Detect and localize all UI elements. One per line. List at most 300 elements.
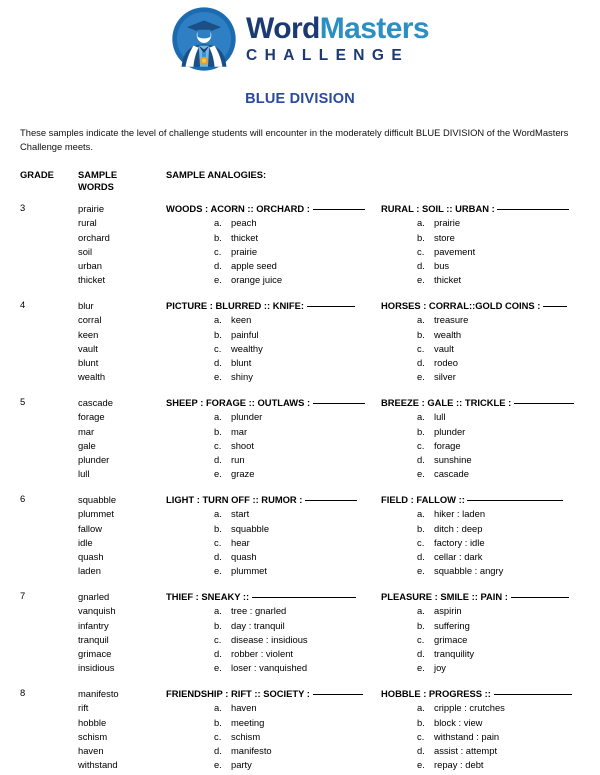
choice-letter: e. bbox=[214, 759, 222, 771]
sample-word: squabble bbox=[78, 494, 117, 506]
sample-word: urban bbox=[78, 260, 102, 272]
answer-blank[interactable] bbox=[313, 209, 365, 210]
division-title: BLUE DIVISION bbox=[245, 91, 355, 107]
choice-option[interactable] bbox=[417, 410, 574, 424]
choice-letter: a. bbox=[417, 702, 425, 714]
choice-letter: d. bbox=[214, 745, 222, 757]
choice-letter: d. bbox=[214, 551, 222, 563]
column-header-sample-words-line1: SAMPLE bbox=[78, 169, 118, 181]
analogy-stem bbox=[166, 687, 363, 701]
choice-text: orange juice bbox=[231, 274, 283, 286]
choice-option[interactable] bbox=[214, 342, 355, 356]
choice-text: joy bbox=[434, 662, 446, 674]
choice-text: plunder bbox=[434, 425, 466, 437]
choice-option[interactable] bbox=[214, 216, 365, 230]
sample-word: orchard bbox=[78, 231, 110, 243]
choice-option[interactable] bbox=[214, 313, 355, 327]
sample-words-list bbox=[78, 396, 113, 481]
choice-letter: e. bbox=[214, 662, 222, 674]
analogy-stem bbox=[381, 396, 574, 410]
choice-text: keen bbox=[231, 314, 252, 326]
choice-option[interactable] bbox=[417, 536, 563, 550]
choice-letter: b. bbox=[417, 619, 425, 631]
choice-option[interactable] bbox=[417, 259, 569, 273]
choice-letter: b. bbox=[417, 231, 425, 243]
choice-letter: d. bbox=[417, 648, 425, 660]
choice-option[interactable] bbox=[417, 647, 569, 661]
choice-text: suffering bbox=[434, 619, 470, 631]
sample-word: blunt bbox=[78, 357, 99, 369]
choice-option[interactable] bbox=[417, 453, 574, 467]
choice-text: schism bbox=[231, 730, 261, 742]
analogy-stem bbox=[381, 590, 569, 604]
choice-list bbox=[166, 701, 363, 772]
choice-letter: d. bbox=[417, 745, 425, 757]
choice-letter: c. bbox=[417, 245, 425, 257]
sample-words-list bbox=[78, 590, 116, 675]
choice-text: squabble : angry bbox=[434, 565, 504, 577]
sample-word: quash bbox=[78, 551, 104, 563]
choice-letter: d. bbox=[214, 454, 222, 466]
analogy-stem bbox=[381, 687, 572, 701]
grade-row bbox=[0, 299, 600, 396]
choice-option[interactable] bbox=[417, 313, 567, 327]
choice-text: painful bbox=[231, 328, 259, 340]
choice-text: shoot bbox=[231, 439, 254, 451]
choice-text: prairie bbox=[231, 245, 258, 257]
choice-letter: c. bbox=[214, 342, 222, 354]
choice-option[interactable] bbox=[417, 564, 563, 578]
grade-number: 5 bbox=[20, 396, 26, 408]
choice-option[interactable] bbox=[417, 633, 569, 647]
sample-word: forage bbox=[78, 411, 105, 423]
choice-text: robber : violent bbox=[231, 648, 294, 660]
analogy-stem-text: SHEEP : FORAGE :: OUTLAWS : bbox=[166, 397, 313, 409]
choice-text: hiker : laden bbox=[434, 508, 486, 520]
choice-letter: e. bbox=[214, 274, 222, 286]
choice-option[interactable] bbox=[214, 273, 365, 287]
choice-text: bus bbox=[434, 260, 450, 272]
grade-number: 8 bbox=[20, 687, 26, 699]
choice-option[interactable] bbox=[214, 259, 365, 273]
sample-word: infantry bbox=[78, 619, 109, 631]
choice-list bbox=[166, 313, 355, 384]
choice-letter: d. bbox=[417, 551, 425, 563]
sample-word: keen bbox=[78, 328, 99, 340]
choice-text: thicket bbox=[231, 231, 259, 243]
grade-number: 3 bbox=[20, 202, 26, 214]
choice-option[interactable] bbox=[417, 231, 569, 245]
choice-text: quash bbox=[231, 551, 257, 563]
analogy-item-left bbox=[166, 299, 355, 384]
answer-blank[interactable] bbox=[305, 500, 357, 501]
choice-text: cellar : dark bbox=[434, 551, 483, 563]
choice-letter: e. bbox=[214, 468, 222, 480]
column-headers bbox=[0, 169, 600, 195]
choice-letter: d. bbox=[214, 357, 222, 369]
choice-text: thicket bbox=[434, 274, 462, 286]
choice-option[interactable] bbox=[417, 216, 569, 230]
choice-letter: e. bbox=[417, 759, 425, 771]
grade-row bbox=[0, 493, 600, 590]
choice-text: blunt bbox=[231, 357, 252, 369]
choice-list bbox=[166, 604, 356, 675]
choice-list bbox=[381, 701, 572, 772]
choice-letter: d. bbox=[417, 357, 425, 369]
choice-letter: e. bbox=[417, 371, 425, 383]
choice-option[interactable] bbox=[417, 439, 574, 453]
choice-text: assist : attempt bbox=[434, 745, 498, 757]
answer-blank[interactable] bbox=[313, 694, 363, 695]
choice-text: run bbox=[231, 454, 245, 466]
analogy-stem-text: WOODS : ACORN :: ORCHARD : bbox=[166, 203, 313, 215]
choice-list bbox=[381, 604, 569, 675]
choice-letter: b. bbox=[214, 716, 222, 728]
choice-option[interactable] bbox=[417, 245, 569, 259]
choice-letter: e. bbox=[214, 565, 222, 577]
analogy-stem bbox=[381, 202, 569, 216]
choice-text: disease : insidious bbox=[231, 633, 308, 645]
choice-option[interactable] bbox=[214, 619, 356, 633]
choice-option[interactable] bbox=[417, 356, 567, 370]
grade-row bbox=[0, 202, 600, 299]
choice-option[interactable] bbox=[214, 328, 355, 342]
choice-text: withstand : pain bbox=[434, 730, 500, 742]
choice-option[interactable] bbox=[417, 604, 569, 618]
choice-text: loser : vanquished bbox=[231, 662, 308, 674]
choice-option[interactable] bbox=[214, 744, 363, 758]
grade-number: 7 bbox=[20, 590, 26, 602]
sample-word: rift bbox=[78, 702, 89, 714]
choice-letter: c. bbox=[214, 730, 222, 742]
choice-letter: c. bbox=[214, 633, 222, 645]
choice-letter: b. bbox=[417, 425, 425, 437]
analogy-stem bbox=[166, 202, 365, 216]
column-header-sample-words bbox=[78, 169, 117, 193]
choice-letter: e. bbox=[214, 371, 222, 383]
sample-word: grimace bbox=[78, 648, 112, 660]
choice-list bbox=[381, 216, 569, 287]
choice-text: apple seed bbox=[231, 260, 277, 272]
choice-text: squabble bbox=[231, 522, 270, 534]
choice-text: peach bbox=[231, 217, 257, 229]
choice-option[interactable] bbox=[214, 439, 365, 453]
choice-text: factory : idle bbox=[434, 536, 485, 548]
sample-word: thicket bbox=[78, 274, 106, 286]
choice-option[interactable] bbox=[417, 342, 567, 356]
choice-option[interactable] bbox=[417, 716, 572, 730]
sample-word: plunder bbox=[78, 454, 110, 466]
analogy-stem bbox=[381, 299, 567, 313]
sample-word: hobble bbox=[78, 716, 107, 728]
sample-words-list bbox=[78, 299, 105, 384]
choice-text: party bbox=[231, 759, 252, 771]
choice-option[interactable] bbox=[417, 744, 572, 758]
grade-rows bbox=[0, 202, 600, 775]
choice-letter: b. bbox=[417, 716, 425, 728]
sample-words-list bbox=[78, 202, 110, 287]
analogy-stem-text: HORSES : CORRAL::GOLD COINS : bbox=[381, 300, 543, 312]
analogy-item-right bbox=[381, 493, 563, 578]
choice-letter: d. bbox=[417, 260, 425, 272]
choice-letter: c. bbox=[417, 633, 425, 645]
choice-option[interactable] bbox=[417, 661, 569, 675]
analogy-item-right bbox=[381, 687, 572, 772]
grade-row bbox=[0, 590, 600, 687]
choice-list bbox=[381, 313, 567, 384]
choice-letter: a. bbox=[417, 605, 425, 617]
answer-blank[interactable] bbox=[511, 597, 569, 598]
choice-letter: c. bbox=[214, 245, 222, 257]
sample-word: vault bbox=[78, 342, 98, 354]
grade-number: 6 bbox=[20, 493, 26, 505]
choice-letter: a. bbox=[214, 314, 222, 326]
choice-text: tree : gnarled bbox=[231, 605, 287, 617]
analogy-stem-text: FRIENDSHIP : RIFT :: SOCIETY : bbox=[166, 688, 313, 700]
analogy-stem-text: LIGHT : TURN OFF :: RUMOR : bbox=[166, 494, 306, 506]
choice-option[interactable] bbox=[214, 410, 365, 424]
choice-text: pavement bbox=[434, 245, 476, 257]
choice-text: prairie bbox=[434, 217, 461, 229]
wordmark bbox=[246, 14, 429, 64]
choice-letter: b. bbox=[214, 328, 222, 340]
choice-option[interactable] bbox=[417, 701, 572, 715]
choice-letter: a. bbox=[417, 411, 425, 423]
analogy-item-right bbox=[381, 590, 569, 675]
choice-option[interactable] bbox=[214, 564, 357, 578]
choice-option[interactable] bbox=[214, 604, 356, 618]
sample-word: blur bbox=[78, 300, 94, 312]
sample-word: plummet bbox=[78, 508, 114, 520]
choice-option[interactable] bbox=[214, 370, 355, 384]
choice-letter: a. bbox=[417, 217, 425, 229]
choice-option[interactable] bbox=[417, 467, 574, 481]
analogy-item-left bbox=[166, 493, 357, 578]
choice-text: hear bbox=[231, 536, 250, 548]
choice-option[interactable] bbox=[214, 633, 356, 647]
answer-blank[interactable] bbox=[497, 209, 569, 210]
choice-option[interactable] bbox=[214, 245, 365, 259]
sample-word: haven bbox=[78, 745, 104, 757]
choice-option[interactable] bbox=[417, 370, 567, 384]
choice-text: manifesto bbox=[231, 745, 272, 757]
grade-number: 4 bbox=[20, 299, 26, 311]
choice-letter: a. bbox=[214, 508, 222, 520]
analogy-stem bbox=[166, 590, 356, 604]
choice-option[interactable] bbox=[214, 356, 355, 370]
choice-option[interactable] bbox=[417, 730, 572, 744]
answer-blank[interactable] bbox=[543, 306, 567, 307]
choice-list bbox=[166, 410, 365, 481]
choice-option[interactable] bbox=[214, 758, 363, 772]
choice-letter: e. bbox=[417, 662, 425, 674]
choice-letter: c. bbox=[214, 439, 222, 451]
analogy-item-left bbox=[166, 590, 356, 675]
analogy-stem bbox=[166, 396, 365, 410]
sample-word: soil bbox=[78, 245, 93, 257]
choice-letter: c. bbox=[417, 342, 425, 354]
choice-text: graze bbox=[231, 468, 255, 480]
sample-word: wealth bbox=[78, 371, 106, 383]
wordmark-word: Word bbox=[246, 12, 320, 46]
wordmark-tagline: CHALLENGE bbox=[246, 47, 410, 65]
analogy-stem-text: PLEASURE : SMILE :: PAIN : bbox=[381, 591, 511, 603]
analogy-stem-text: BREEZE : GALE :: TRICKLE : bbox=[381, 397, 514, 409]
sample-word: prairie bbox=[78, 203, 105, 215]
choice-text: tranquility bbox=[434, 648, 475, 660]
choice-letter: d. bbox=[214, 648, 222, 660]
answer-blank[interactable] bbox=[313, 403, 365, 404]
logo-header bbox=[0, 0, 600, 78]
answer-blank[interactable] bbox=[494, 694, 572, 695]
choice-letter: d. bbox=[214, 260, 222, 272]
analogy-item-right bbox=[381, 396, 574, 481]
choice-option[interactable] bbox=[214, 550, 357, 564]
choice-list bbox=[381, 507, 563, 578]
choice-text: aspirin bbox=[434, 605, 462, 617]
analogy-stem bbox=[166, 299, 355, 313]
choice-text: plummet bbox=[231, 565, 267, 577]
choice-option[interactable] bbox=[214, 701, 363, 715]
choice-option[interactable] bbox=[417, 522, 563, 536]
choice-option[interactable] bbox=[214, 467, 365, 481]
choice-letter: b. bbox=[214, 425, 222, 437]
choice-option[interactable] bbox=[214, 661, 356, 675]
choice-option[interactable] bbox=[417, 550, 563, 564]
choice-letter: e. bbox=[417, 565, 425, 577]
choice-text: cripple : crutches bbox=[434, 702, 505, 714]
choice-list bbox=[166, 216, 365, 287]
column-header-sample-words-line2: WORDS bbox=[78, 181, 114, 192]
choice-option[interactable] bbox=[214, 730, 363, 744]
choice-option[interactable] bbox=[417, 758, 572, 772]
answer-blank[interactable] bbox=[514, 403, 574, 404]
choice-text: wealth bbox=[434, 328, 462, 340]
wordmark-masters: Masters bbox=[319, 12, 429, 46]
choice-option[interactable] bbox=[214, 425, 365, 439]
analogy-stem bbox=[166, 493, 357, 507]
answer-blank[interactable] bbox=[252, 597, 356, 598]
choice-text: plunder bbox=[231, 411, 263, 423]
choice-option[interactable] bbox=[417, 507, 563, 521]
choice-text: lull bbox=[434, 411, 446, 423]
sample-word: rural bbox=[78, 217, 97, 229]
choice-option[interactable] bbox=[214, 522, 357, 536]
choice-option[interactable] bbox=[214, 231, 365, 245]
choice-letter: a. bbox=[417, 314, 425, 326]
sample-word: corral bbox=[78, 314, 102, 326]
answer-blank[interactable] bbox=[307, 306, 355, 307]
sample-word: gnarled bbox=[78, 591, 110, 603]
sample-word: tranquil bbox=[78, 633, 109, 645]
choice-text: treasure bbox=[434, 314, 469, 326]
sample-word: gale bbox=[78, 439, 96, 451]
choice-text: start bbox=[231, 508, 250, 520]
choice-letter: a. bbox=[214, 217, 222, 229]
choice-option[interactable] bbox=[417, 425, 574, 439]
sample-word: laden bbox=[78, 565, 101, 577]
choice-text: forage bbox=[434, 439, 461, 451]
analogy-stem bbox=[381, 493, 563, 507]
choice-text: silver bbox=[434, 371, 456, 383]
analogy-stem-text: FIELD : FALLOW :: bbox=[381, 494, 468, 506]
grade-row bbox=[0, 687, 600, 775]
sample-word: schism bbox=[78, 730, 108, 742]
choice-letter: c. bbox=[417, 536, 425, 548]
sample-word: manifesto bbox=[78, 688, 119, 700]
analogy-item-right bbox=[381, 202, 569, 287]
column-header-sample-analogies: SAMPLE ANALOGIES: bbox=[166, 169, 267, 181]
choice-letter: a. bbox=[214, 605, 222, 617]
analogy-item-left bbox=[166, 687, 363, 772]
sample-word: lull bbox=[78, 468, 90, 480]
sample-word: cascade bbox=[78, 397, 113, 409]
sample-word: withstand bbox=[78, 759, 118, 771]
choice-letter: b. bbox=[417, 522, 425, 534]
choice-text: shiny bbox=[231, 371, 253, 383]
analogy-stem-text: THIEF : SNEAKY :: bbox=[166, 591, 252, 603]
choice-letter: d. bbox=[417, 454, 425, 466]
choice-list bbox=[381, 410, 574, 481]
sample-word: vanquish bbox=[78, 605, 116, 617]
analogy-item-left bbox=[166, 202, 365, 287]
sample-word: insidious bbox=[78, 662, 115, 674]
answer-blank[interactable] bbox=[467, 500, 563, 501]
analogy-stem-text: PICTURE : BLURRED :: KNIFE: bbox=[166, 300, 307, 312]
choice-text: vault bbox=[434, 342, 454, 354]
sample-words-list bbox=[78, 493, 116, 578]
choice-text: block : view bbox=[434, 716, 483, 728]
choice-option[interactable] bbox=[417, 328, 567, 342]
choice-option[interactable] bbox=[417, 619, 569, 633]
choice-option[interactable] bbox=[417, 273, 569, 287]
intro-paragraph: These samples indicate the level of challenge students will encounter in the moderately difficult BLUE DIVISION of the WordMasters Challenge meets. bbox=[20, 127, 569, 152]
graduate-emblem-icon bbox=[171, 6, 237, 72]
sample-word: mar bbox=[78, 425, 95, 437]
choice-option[interactable] bbox=[214, 453, 365, 467]
sample-word: fallow bbox=[78, 522, 102, 534]
choice-text: sunshine bbox=[434, 454, 472, 466]
choice-option[interactable] bbox=[214, 647, 356, 661]
choice-text: mar bbox=[231, 425, 248, 437]
sample-word: idle bbox=[78, 536, 93, 548]
choice-letter: a. bbox=[214, 411, 222, 423]
choice-letter: b. bbox=[214, 619, 222, 631]
analogy-stem-text: HOBBLE : PROGRESS :: bbox=[381, 688, 494, 700]
analogy-item-right bbox=[381, 299, 567, 384]
choice-letter: e. bbox=[417, 468, 425, 480]
choice-list bbox=[166, 507, 357, 578]
choice-letter: c. bbox=[417, 439, 425, 451]
choice-letter: b. bbox=[214, 522, 222, 534]
choice-text: haven bbox=[231, 702, 257, 714]
choice-text: store bbox=[434, 231, 455, 243]
analogy-item-left bbox=[166, 396, 365, 481]
choice-text: grimace bbox=[434, 633, 468, 645]
choice-letter: c. bbox=[417, 730, 425, 742]
choice-text: meeting bbox=[231, 716, 265, 728]
choice-letter: c. bbox=[214, 536, 222, 548]
choice-option[interactable] bbox=[214, 536, 357, 550]
choice-text: ditch : deep bbox=[434, 522, 483, 534]
column-header-grade: GRADE bbox=[20, 169, 54, 181]
sample-words-list bbox=[78, 687, 119, 772]
analogy-stem-text: RURAL : SOIL :: URBAN : bbox=[381, 203, 498, 215]
choice-option[interactable] bbox=[214, 716, 363, 730]
grade-row bbox=[0, 396, 600, 493]
choice-option[interactable] bbox=[214, 507, 357, 521]
choice-letter: a. bbox=[214, 702, 222, 714]
